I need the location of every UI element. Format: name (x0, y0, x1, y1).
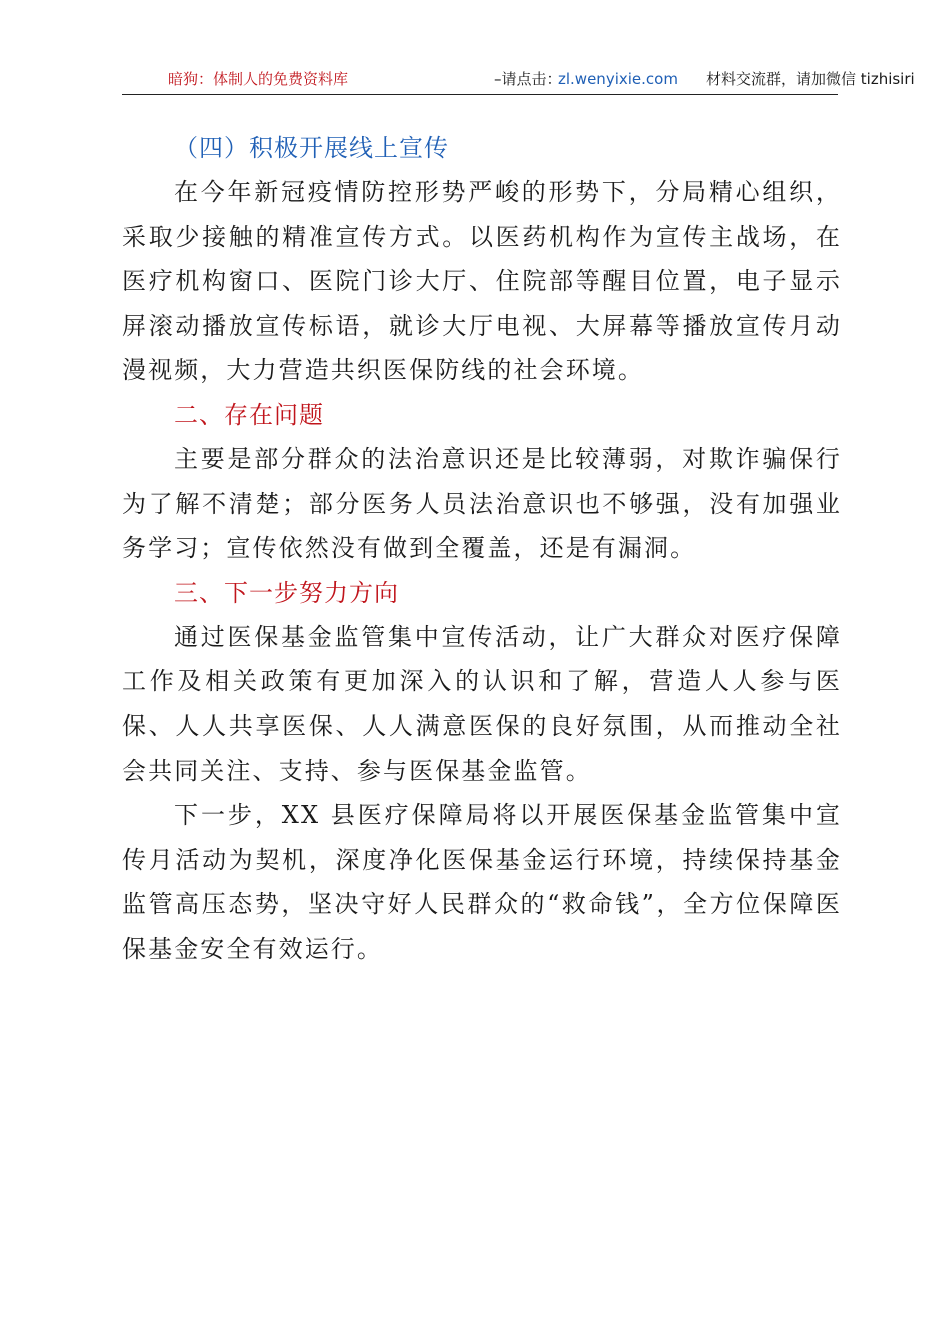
subsection-four-paragraph: 在今年新冠疫情防控形势严峻的形势下，分局精心组织，采取少接触的精准宣传方式。以医药机构作为宣传主战场，在医疗机构窗口、医院门诊大厅、住院部等醒目位置，电子显示屏滚动播放宣传标语，就诊大厅电视、大屏幕等播放宣传月动漫视频，大力营造共织医保防线的社会环境。 (122, 178, 842, 385)
section-three-paragraph-1: 通过医保基金监管集中宣传活动，让广大群众对医疗保障工作及相关政策有更加深入的认识和了解，营造人人参与医保、人人共享医保、人人满意医保的良好氛围，从而推动全社会共同关注、支持、参与医保基金监管。 (122, 622, 842, 785)
subsection-four-title: （四）积极开展线上宣传 (174, 134, 449, 162)
page-header (122, 64, 915, 95)
header-brand: 暗狗：体制人的免费资料库 (168, 70, 349, 88)
document-body (122, 126, 842, 972)
header-click-text: –请点击： (494, 70, 562, 88)
section-three-title: 三、下一步努力方向 (174, 578, 399, 607)
section-two-paragraph: 主要是部分群众的法治意识还是比较薄弱，对欺诈骗保行为了解不清楚；部分医务人员法治意识也不够强，没有加强业务学习；宣传依然没有做到全覆盖，还是有漏洞。 (122, 444, 842, 563)
section-three-paragraph-2: 下一步，XX 县医疗保障局将以开展医保基金监管集中宣传月活动为契机，深度净化医保基金运行环境，持续保持基金监管高压态势，坚决守好人民群众的“救命钱”，全方位保障医保基金安全有效运行。 (122, 801, 842, 963)
header-url-link[interactable]: zl.wenyixie.com (558, 70, 678, 88)
header-group-text: 材料交流群，请加微信 tizhisiri (706, 70, 915, 88)
section-two-title: 二、存在问题 (174, 400, 324, 429)
